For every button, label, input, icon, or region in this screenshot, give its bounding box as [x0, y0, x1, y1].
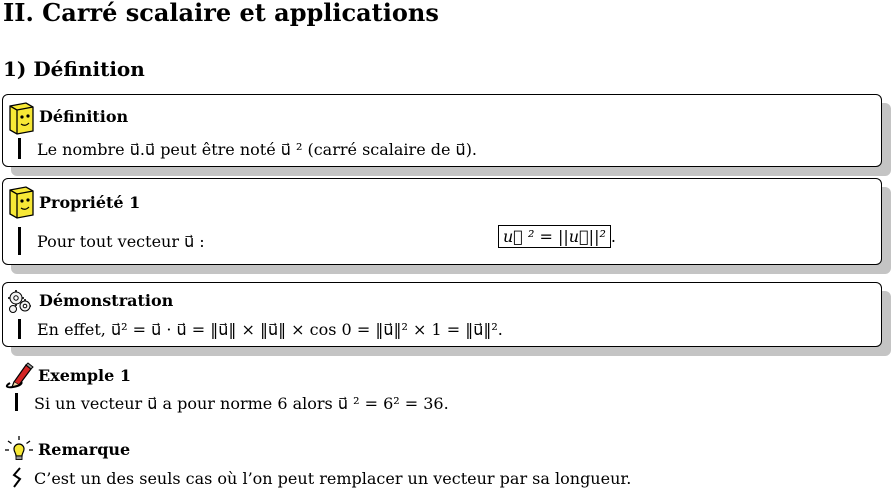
- property-formula: u⃗ ² = ||u⃗||²: [498, 225, 611, 248]
- definition-box: [2, 94, 882, 167]
- quote-bar: [18, 227, 21, 255]
- property-title: Propriété 1: [39, 193, 141, 212]
- example-title: Exemple 1: [38, 366, 131, 385]
- demonstration-text: En effet, u⃗² = u⃗ · u⃗ = ‖u⃗‖ × ‖u⃗‖ × cos 0 = ‖u⃗‖² × 1 = ‖u⃗‖².: [37, 320, 503, 339]
- book-face-icon: [6, 101, 36, 135]
- definition-title: Définition: [39, 107, 129, 126]
- definition-text: Le nombre u⃗.u⃗ peut être noté u⃗ ² (carré scalaire de u⃗).: [37, 140, 478, 159]
- gears-icon: [6, 288, 34, 314]
- demonstration-title: Démonstration: [39, 291, 174, 310]
- quote-bar: [15, 393, 18, 411]
- book-face-icon: [6, 185, 36, 219]
- section-title: II. Carré scalaire et applications: [3, 0, 439, 27]
- lightning-bar-icon: [11, 467, 23, 489]
- pencil-icon: [4, 361, 34, 389]
- remark-text: C’est un des seuls cas où l’on peut remplacer un vecteur par sa longueur.: [34, 469, 632, 488]
- quote-bar: [18, 138, 21, 159]
- demonstration-box: [2, 282, 882, 347]
- property-box: [2, 178, 882, 265]
- property-formula-line: [498, 227, 616, 246]
- formula-period: .: [610, 227, 616, 246]
- subsection-title: 1) Définition: [3, 57, 145, 81]
- lightbulb-icon: [5, 436, 33, 462]
- remark-title: Remarque: [38, 440, 131, 459]
- property-text: Pour tout vecteur u⃗ :: [37, 232, 205, 251]
- quote-bar: [18, 319, 21, 339]
- example-text: Si un vecteur u⃗ a pour norme 6 alors u⃗ ² = 6² = 36.: [34, 394, 449, 413]
